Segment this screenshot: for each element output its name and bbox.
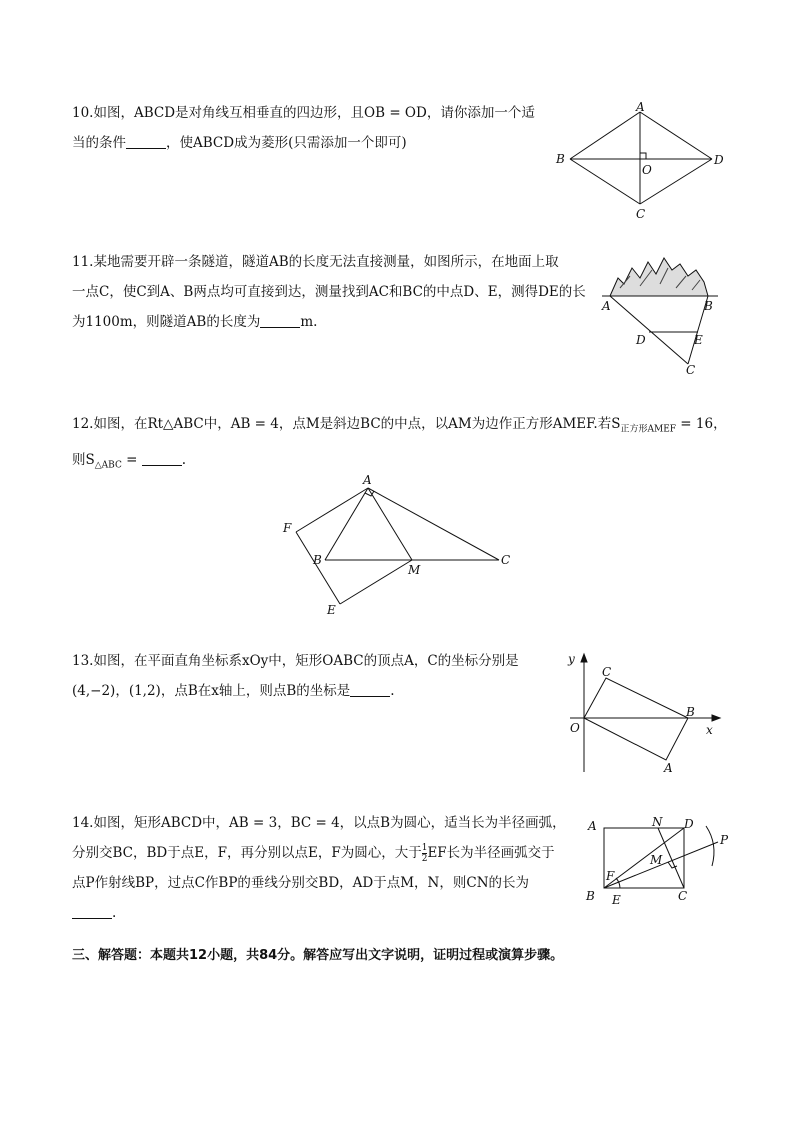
- answer-blank[interactable]: [126, 132, 166, 149]
- label-C: C: [636, 207, 646, 220]
- label-A: A: [664, 761, 673, 775]
- q12-square-figure: [275, 470, 525, 620]
- label-B: B: [556, 152, 565, 166]
- question-14: [72, 808, 566, 928]
- q11-line1: 11.某地需要开辟一条隧道，隧道AB的长度无法直接测量，如图所示，在地面上取: [72, 254, 559, 270]
- section-3-heading: 三、解答题：本题共12小题，共84分。解答应写出文字说明，证明过程或演算步骤。: [72, 948, 564, 963]
- answer-blank[interactable]: [142, 449, 182, 466]
- label-E: E: [327, 603, 336, 617]
- label-B: B: [686, 705, 695, 719]
- label-P: P: [720, 833, 729, 847]
- label-B: B: [313, 553, 322, 567]
- answer-blank[interactable]: [350, 680, 390, 697]
- q12-line2: 则$S_{\triangle ABC}$ = .: [72, 445, 727, 481]
- label-A: A: [602, 299, 611, 313]
- label-M: M: [408, 563, 421, 577]
- fraction-denominator: 2: [421, 854, 428, 864]
- label-F: F: [606, 869, 615, 883]
- label-D: D: [684, 817, 694, 831]
- q11-line3: 为1100m，则隧道AB的长度为 m.: [72, 307, 586, 337]
- label-D: D: [636, 333, 646, 347]
- q14-rectangle-figure: [580, 810, 730, 910]
- label-O: O: [570, 721, 580, 735]
- q13-line2: (4,−2)，(1,2)，点B在x轴上，则点B的坐标是 .: [72, 676, 519, 706]
- label-C: C: [501, 553, 511, 567]
- fraction-numerator: 1: [421, 843, 428, 853]
- q13-coordinate-figure: [560, 648, 730, 778]
- q12-line1: 12.如图，在Rt△ABC中，AB = 4，点M是斜边BC的中点，以AM为边作正方形AMEF.若$S_{正方形AMEF} = 16$，: [72, 416, 727, 435]
- label-x: x: [706, 723, 713, 737]
- label-E: E: [612, 893, 621, 907]
- label-B: B: [704, 299, 713, 313]
- question-10: [72, 98, 535, 158]
- question-13: [72, 646, 519, 706]
- answer-blank[interactable]: [72, 902, 112, 919]
- label-C: C: [678, 889, 688, 903]
- answer-blank[interactable]: [260, 311, 300, 328]
- q14-line3: 点P作射线BP，过点C作BP的垂线分别交BD，AD于点M，N，则CN的长为: [72, 875, 530, 891]
- label-C: C: [602, 665, 612, 679]
- label-C: C: [686, 363, 696, 377]
- q10-line2: 当的条件 ，使ABCD成为菱形(只需添加一个即可): [72, 128, 535, 158]
- label-D: D: [714, 153, 724, 167]
- label-F: F: [283, 521, 292, 535]
- label-N: N: [652, 815, 663, 829]
- label-A: A: [363, 473, 372, 487]
- q11-tunnel-figure: [596, 248, 726, 378]
- q11-line2: 一点C，使C到A、B两点均可直接到达，测量找到AC和BC的中点D、E，测得DE的长: [72, 284, 586, 300]
- label-A: A: [588, 819, 597, 833]
- q13-line1: 13.如图，在平面直角坐标系xOy中，矩形OABC的顶点A，C的坐标分别是: [72, 653, 519, 669]
- label-O: O: [642, 163, 652, 177]
- label-B: B: [586, 889, 595, 903]
- q10-rhombus-figure: [550, 100, 730, 220]
- q14-line1: 14.如图，矩形ABCD中，AB = 3，BC = 4，以点B为圆心，适当长为半径画弧，: [72, 815, 566, 831]
- q14-line4: .: [72, 898, 566, 928]
- label-A: A: [636, 100, 645, 114]
- q10-line1: 10.如图，ABCD是对角线互相垂直的四边形，且OB = OD，请你添加一个适: [72, 105, 535, 121]
- label-y: y: [568, 652, 575, 666]
- label-M: M: [650, 853, 663, 867]
- q14-line2: 分别交BC，BD于点E，F，再分别以点E，F为圆心，大于 $\frac{1}{2}$ EF长为半径画弧交于: [72, 843, 555, 864]
- label-E: E: [694, 333, 703, 347]
- question-11: [72, 247, 586, 337]
